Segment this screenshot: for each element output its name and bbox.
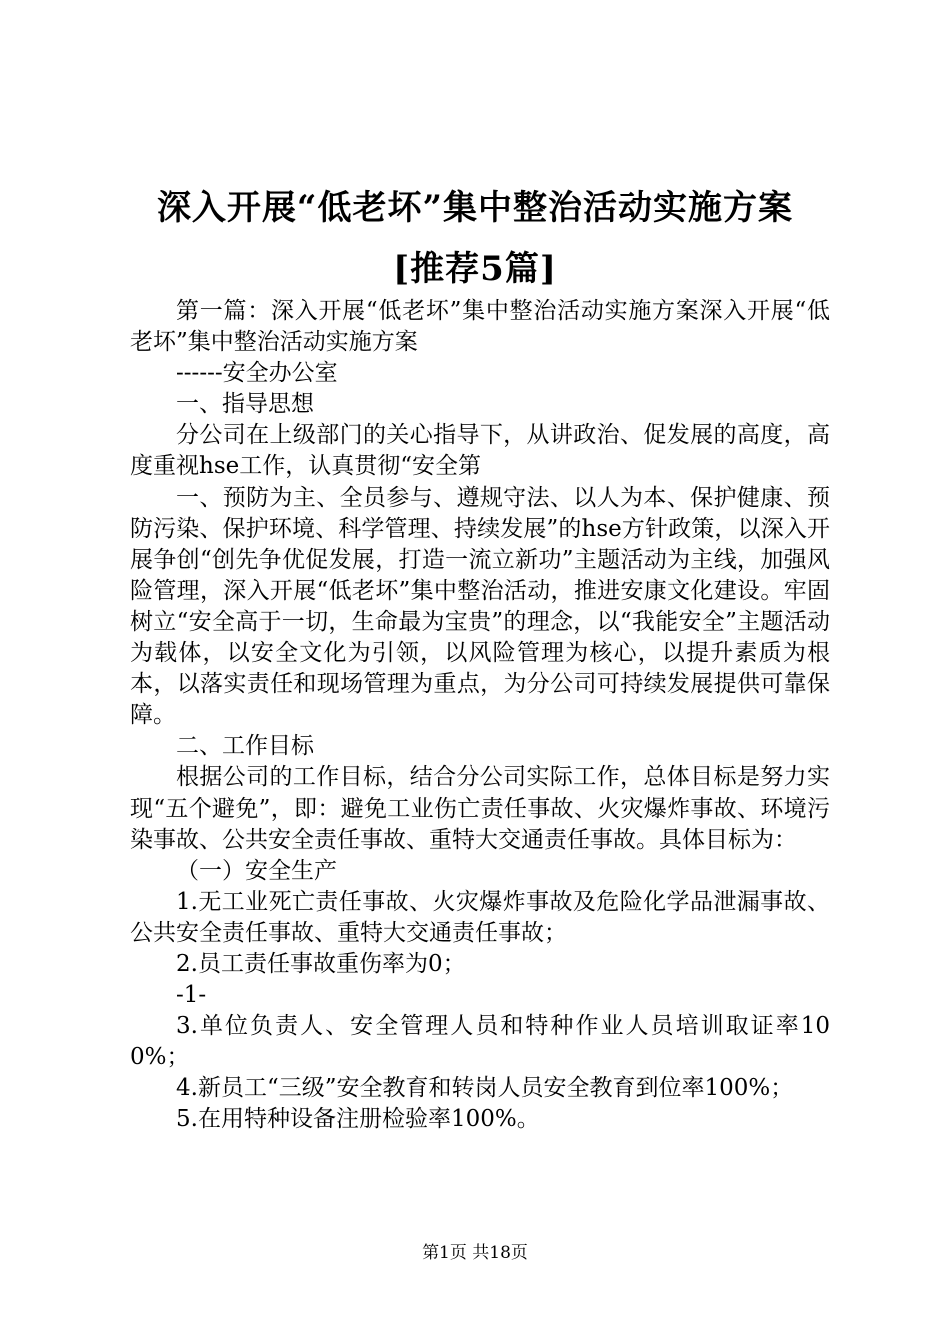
document-body [130, 296, 830, 1136]
paragraph-guiding-2: 一、预防为主、全员参与、遵规守法、以人为本、保护健康、预防污染、保护环境、科学管理、持续发展”的hse方针政策，以深入开展争创“创先争优促发展，打造一流立新功”主题活动为主线，加强风险管理，深入开展“低老坏”集中整治活动，推进安康文化建设。牢固树立“安全高于一切，生命最为宝贵”的理念，以“我能安全”主题活动为载体，以安全文化为引领，以风险管理为核心，以提升素质为根本，以落实责任和现场管理为重点，为分公司可持续发展提供可靠保障。 [130, 484, 830, 729]
list-item-goal-5: 5.在用特种设备注册检验率100%。 [176, 1106, 540, 1133]
document-title-line1: 深入开展“低老坏”集中整治活动实施方案 [156, 188, 794, 228]
paragraph-intro: 第一篇：深入开展“低老坏”集中整治活动实施方案深入开展“低老坏”集中整治活动实施方案 [130, 298, 830, 356]
list-item-goal-4: 4.新员工“三级”安全教育和转岗人员安全教育到位率100%； [176, 1075, 794, 1102]
paragraph-guiding-1: 分公司在上级部门的关心指导下，从讲政治、促发展的高度，高度重视hse工作，认真贯彻“安全第 [130, 422, 830, 480]
page-footer: 第1页 共18页 [422, 1243, 528, 1263]
section-heading-guiding-ideology: 一、指导思想 [176, 391, 314, 418]
section-heading-work-goals: 二、工作目标 [176, 733, 314, 760]
list-item-goal-2: 2.员工责任事故重伤率为0； [176, 950, 466, 977]
paragraph-goals: 根据公司的工作目标，结合分公司实际工作，总体目标是努力实现“五个避免”，即：避免工业伤亡责任事故、火灾爆炸事故、环境污染事故、公共安全责任事故、重特大交通责任事故。具体目标为： [130, 764, 830, 853]
document-title-line2: [推荐5篇] [393, 249, 557, 289]
list-item-goal-1: 1.无工业死亡责任事故、火灾爆炸事故及危险化学品泄漏事故、公共安全责任事故、重特大交通责任事故； [130, 888, 830, 946]
paragraph-office: ------安全办公室 [176, 360, 338, 387]
list-item-goal-3: 3.单位负责人、安全管理人员和特种作业人员培训取证率100%； [130, 1013, 830, 1071]
subsection-heading-safety: （一）安全生产 [176, 857, 337, 884]
inline-page-number: -1- [176, 982, 207, 1009]
